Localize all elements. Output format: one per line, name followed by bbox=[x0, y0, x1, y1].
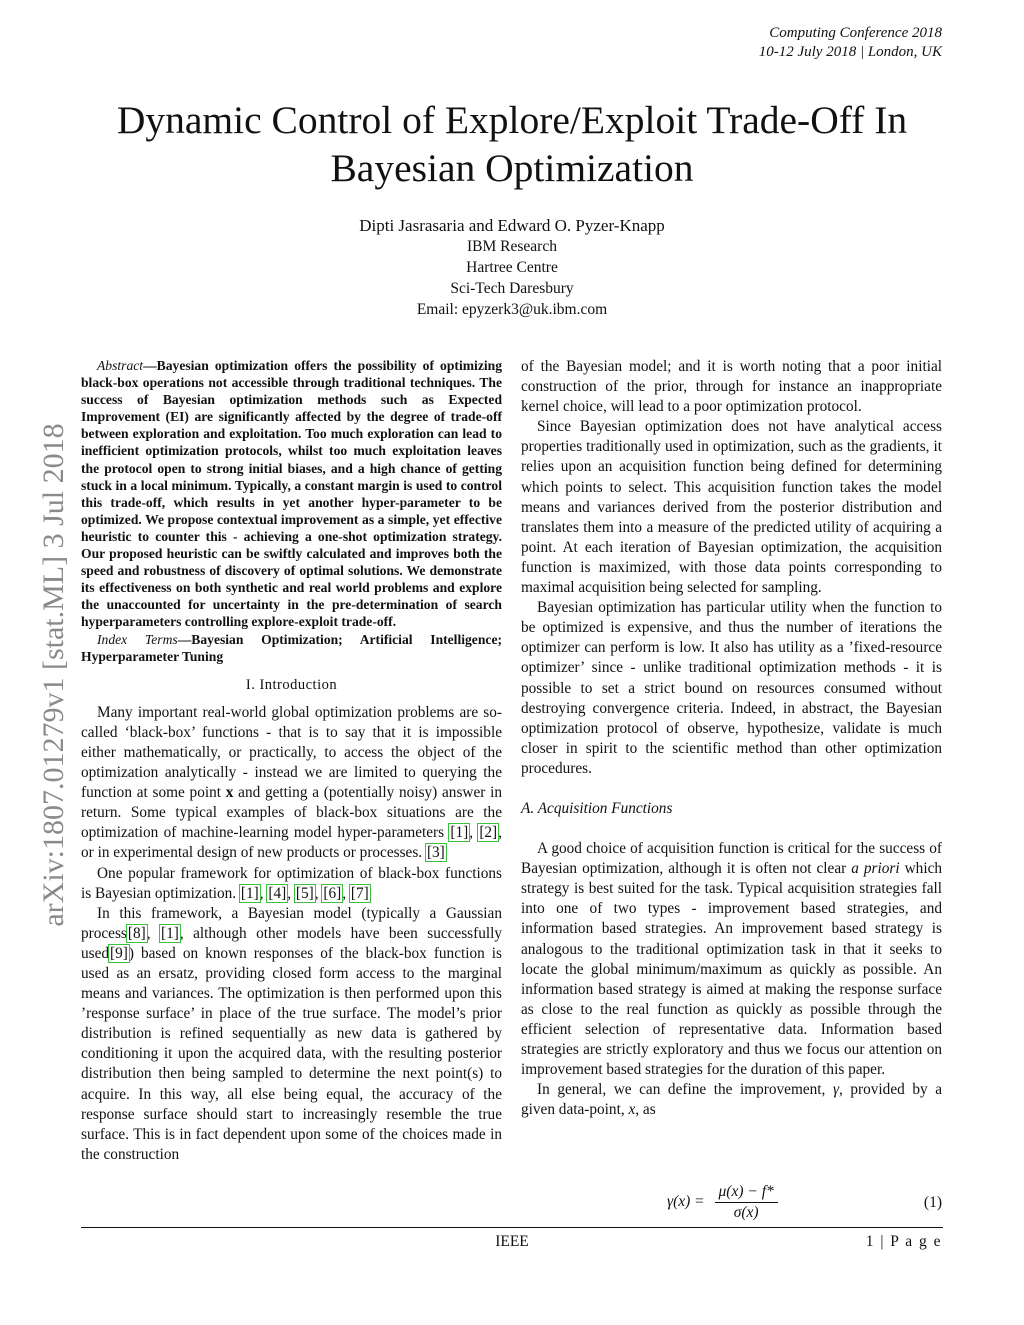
text-run: , bbox=[146, 924, 161, 942]
text-run: , or in experimental design of new products or processes. bbox=[81, 824, 502, 862]
text-run: In this framework, a Bayesian model (typically a Gaussian process bbox=[81, 904, 502, 942]
citation-link[interactable]: [9] bbox=[110, 944, 128, 962]
text-run: Many important real-world global optimization problems are so-called ‘black-box’ functions - that is to say that it is impossible either mathematically, or practically, to access the object of the optimization analytically - instead we are limited to querying the function at some point bbox=[81, 703, 502, 802]
equation-1 bbox=[521, 1176, 942, 1226]
affiliation-line-1: IBM Research bbox=[467, 238, 557, 255]
text-run: In general, we can define the improvement, bbox=[537, 1081, 833, 1099]
gamma-symbol: γ bbox=[832, 1081, 839, 1099]
equation-lhs: γ(x) = bbox=[667, 1193, 705, 1211]
text-run: , bbox=[314, 884, 323, 902]
index-terms-label: Index Terms bbox=[97, 631, 178, 647]
footer-page-number: 1 | P a g e bbox=[865, 1233, 942, 1250]
authors: Dipti Jasrasaria and Edward O. Pyzer-Knapp bbox=[359, 216, 665, 235]
conference-date-location: 10-12 July 2018 | London, UK bbox=[758, 44, 942, 60]
right-paragraph-4 bbox=[521, 839, 942, 1080]
subsection-heading-acquisition: A. Acquisition Functions bbox=[521, 799, 673, 817]
x-symbol: x bbox=[628, 1101, 636, 1119]
citation-link[interactable]: [1] bbox=[450, 824, 469, 842]
arxiv-identifier[interactable]: arXiv:1807.01279v1 [stat.ML] 3 Jul 2018 bbox=[37, 423, 70, 927]
affiliation-email: Email: epyzerk3@uk.ibm.com bbox=[416, 301, 608, 318]
conference-name: Computing Conference 2018 bbox=[769, 25, 942, 41]
abstract bbox=[81, 357, 502, 631]
citation-link[interactable]: [6] bbox=[323, 884, 342, 902]
text-run: , bbox=[259, 884, 268, 902]
text-run: , bbox=[287, 884, 295, 902]
citation-link[interactable]: [7] bbox=[350, 884, 369, 902]
index-terms-text: —Bayesian Optimization; Artificial Intelligence; Hyperparameter Tuning bbox=[81, 631, 502, 664]
citation-link[interactable]: [5] bbox=[295, 884, 314, 902]
right-paragraph-1: of the Bayesian model; and it is worth noting that a poor initial construction of the prior, through for instance an inappropriate kernel choice, will lead to a poor optimization protocol. bbox=[521, 358, 942, 416]
text-run: ) based on known responses of the black-box function is used as an ersatz, providing closed form access to the marginal means and variances. The optimization is then performed upon this ’response surface’ in place of the true surface. The model’s prior distribution is refined sequentially as new data is gathered by conditioning it upon the acquired data, with the resulting posterior distribution then being sampled to determine the next point(s) to acquire. In this way, all else being equal, the accuracy of the response surface should start to increasingly resemble the true surface. This is in fact dependent upon some of the choices made in the construction bbox=[81, 944, 502, 1163]
paper-title-line1: Dynamic Control of Explore/Exploit Trade-Off In bbox=[116, 98, 908, 142]
bold-x: x bbox=[225, 784, 234, 802]
footer-publisher: IEEE bbox=[495, 1233, 529, 1250]
right-paragraph-3: Bayesian optimization has particular utility when the function to be optimized is expensive, and thus the number of iterations the optimizer can perform is low. It also has utility as a ’fixed-resource optimizer’ since - unlike traditional optimization methods - it is possible to set a strict bound on resources consumed without destroying convergence criteria. Indeed, in abstract, the Bayesian optimization protocol of observe, hypothesize, validate is much closer in spirit to the scientific method than other optimization procedures. bbox=[521, 599, 942, 777]
equation-numerator: μ(x) − f* bbox=[715, 1182, 778, 1203]
left-column bbox=[81, 357, 502, 1165]
right-paragraph-2: Since Bayesian optimization does not have analytical access properties traditionally used in optimization, such as the gradients, it relies upon an acquisition function being defined for determining which points to select. This acquisition function takes the model means and variances derived from the posterior distribution and translates them into a measure of the predicted utility of acquiring a point. At each iteration of Bayesian optimization, the acquisition function is maximized, with those data points corresponding to maximal acquisition being selected for sampling. bbox=[521, 418, 942, 597]
intro-paragraph-3 bbox=[81, 904, 502, 1165]
equation-number: (1) bbox=[923, 1194, 942, 1211]
intro-paragraph-1 bbox=[81, 703, 502, 864]
intro-paragraph-2 bbox=[81, 864, 502, 904]
abstract-label: Abstract bbox=[97, 358, 144, 373]
citation-link[interactable]: [8] bbox=[127, 924, 146, 942]
abstract-text: —Bayesian optimization offers the possibility of optimizing black-box operations not accessible through traditional techniques. The success of Bayesian optimization methods such as Expected Improvement (EI) are significantly affected by the degree of trade-off between exploration and exploitation. Too much exploration can lead to inefficient optimization protocols, whilst too much exploitation leaves the protocol open to strong initial biases, and a high chance of getting stuck in a local minimum. Typically, a constant margin is used to control this trade-off, which results in yet another hyper-parameter to be optimized. We propose contextual improvement as a simple, yet effective heuristic to counter this - achieving a one-shot optimization strategy. Our proposed heuristic can be swiftly calculated and improves both the speed and robustness of discovery of optimal solutions. We demonstrate its effectiveness on both synthetic and real world problems and explore the unaccounted for uncertainty in the pre-determination of search hyperparameters controlling explore-exploit trade-off. bbox=[81, 358, 502, 630]
paper-title-line2: Bayesian Optimization bbox=[330, 146, 694, 190]
text-run: , although other models have been successfully used bbox=[81, 924, 503, 962]
section-heading-introduction: I. Introduction bbox=[245, 676, 338, 693]
equation-denominator: σ(x) bbox=[733, 1204, 759, 1221]
text-run: and getting a (potentially noisy) answer in return. Some typical examples of black-box situations are the optimization of machine-learning model hyper-parameters bbox=[81, 784, 502, 842]
text-run: , bbox=[342, 884, 350, 902]
affiliation-line-3: Sci-Tech Daresbury bbox=[450, 280, 574, 297]
text-run: , bbox=[469, 824, 479, 842]
text-run: , as bbox=[635, 1101, 656, 1119]
text-run: which strategy is best suited for the task. Typical acquisition strategies fall into one of two types - improvement based strategies, and information based strategies. An improvement based strategy is analogous to the traditional optimization task in that it seeks to locate the global minimum/maximum as quickly as possible. An information based strategy is aimed at making the response surface as close to the real function as quickly as possible through the efficient selection of representative data. Information based strategies are strictly exploratory and thus we focus our attention on improvement based strategies for the duration of this paper. bbox=[521, 860, 943, 1079]
citation-link[interactable]: [2] bbox=[479, 824, 498, 842]
affiliation-line-2: Hartree Centre bbox=[466, 259, 558, 276]
paper-title bbox=[60, 96, 964, 192]
right-paragraph-5 bbox=[521, 1080, 942, 1120]
italic-a-priori: a priori bbox=[851, 860, 900, 878]
equation-fraction bbox=[715, 1182, 778, 1223]
footer-divider bbox=[81, 1227, 943, 1228]
citation-link[interactable]: [4] bbox=[268, 884, 287, 902]
index-terms bbox=[81, 631, 502, 665]
text-run: A good choice of acquisition function is critical for the success of Bayesian optimization, although it is often not clear bbox=[521, 840, 942, 878]
citation-link[interactable]: [1] bbox=[161, 924, 179, 942]
text-run: One popular framework for optimization of black-box functions is Bayesian optimization. bbox=[81, 864, 502, 902]
right-column bbox=[521, 357, 942, 1120]
text-run: , provided by a given data-point, bbox=[521, 1081, 942, 1119]
equation-body bbox=[667, 1182, 778, 1223]
citation-link[interactable]: [1] bbox=[240, 884, 259, 902]
citation-link[interactable]: [3] bbox=[426, 844, 445, 862]
